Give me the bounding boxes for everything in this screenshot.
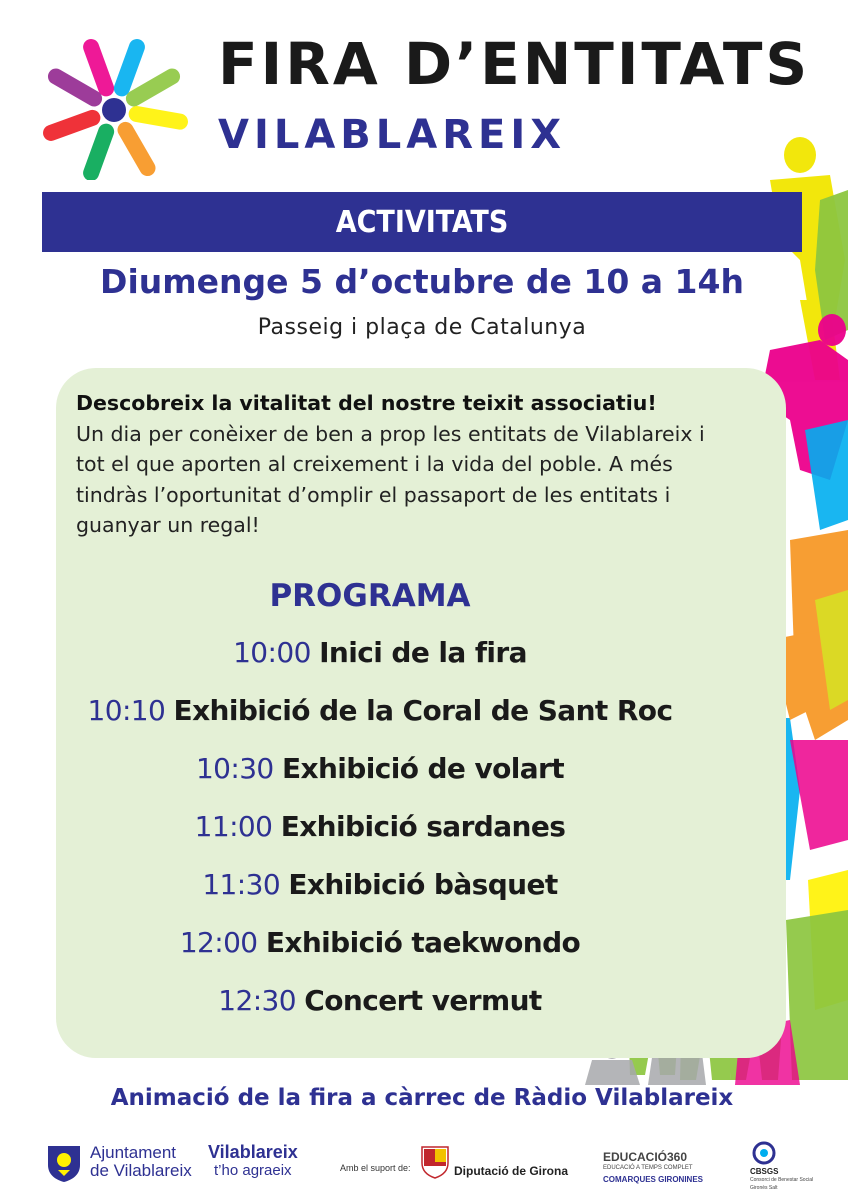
program-time: 12:30 [218, 984, 296, 1017]
program-activity: Exhibició sardanes [280, 810, 566, 843]
program-time: 10:10 [87, 694, 166, 727]
cbsgs-line2: Gironès Salt [750, 1185, 778, 1191]
cbsgs-name: CBSGS [750, 1167, 779, 1176]
program-item [60, 636, 700, 669]
event-date: Diumenge 5 d’octubre de 10 a 14h [100, 262, 744, 301]
program-time: 12:00 [179, 926, 258, 959]
program-activity: Exhibició bàsquet [288, 868, 558, 901]
intro-lead: Descobreix la vitalitat del nostre teixit associatiu! [76, 391, 657, 415]
program-activity: Inici de la fira [319, 636, 527, 669]
ajuntament-shield-icon [44, 1143, 84, 1183]
vilablareix-tagline: t’ho agraeix [214, 1162, 292, 1179]
programa-title: PROGRAMA [269, 578, 471, 614]
ajuntament-line2: de Vilablareix [90, 1161, 192, 1180]
diputacio-label: Diputació de Girona [454, 1164, 569, 1178]
event-title: FIRA D’ENTITATS [218, 30, 811, 98]
event-subtitle: VILABLAREIX [218, 112, 567, 158]
program-item [60, 752, 700, 785]
program-item [60, 810, 700, 843]
fira-logo-icon [34, 30, 194, 180]
program-time: 10:30 [195, 752, 274, 785]
cbsgs-logo-icon [750, 1140, 778, 1166]
program-item [60, 694, 700, 727]
animation-credit: Animació de la fira a càrrec de Ràdio Vilablareix [110, 1085, 734, 1111]
educacio360-line1: EDUCACIÓ A TEMPS COMPLET [603, 1165, 693, 1171]
cbsgs-line1: Consorci de Benestar Social [750, 1177, 814, 1183]
program-item [60, 926, 700, 959]
program-time: 11:30 [202, 868, 281, 901]
ajuntament-line1: Ajuntament [90, 1143, 176, 1162]
banner-label: ACTIVITATS [335, 204, 509, 240]
educacio360-line2: COMARQUES GIRONINES [603, 1175, 704, 1184]
program-activity: Exhibició taekwondo [265, 926, 581, 959]
program-activity: Exhibició de la Coral de Sant Roc [173, 694, 673, 727]
support-label: Amb el suport de: [340, 1163, 411, 1173]
activitats-banner [42, 192, 802, 252]
intro-text [76, 388, 716, 541]
program-activity: Concert vermut [304, 984, 542, 1017]
program-time: 10:00 [233, 636, 311, 669]
intro-body: Un dia per conèixer de ben a prop les entitats de Vilablareix i tot el que aporten al creixement i la vida del poble. A més tindràs l’oportunitat d’omplir el passaport de les entitats i guanyar un regal! [76, 421, 705, 537]
cbsgs-logo-text [750, 1168, 813, 1192]
vilablareix-brand: Vilablareix [208, 1142, 298, 1162]
program-item [60, 868, 700, 901]
program-time: 11:00 [194, 810, 273, 843]
ajuntament-logo-text [90, 1144, 192, 1180]
vilablareix-logo [208, 1142, 318, 1180]
educacio360-logo [603, 1152, 718, 1185]
educacio360-title: EDUCACIÓ360 [603, 1150, 688, 1164]
event-place: Passeig i plaça de Catalunya [257, 315, 587, 340]
diputacio-shield-icon [420, 1145, 450, 1179]
program-item [60, 984, 700, 1017]
program-activity: Exhibició de volart [281, 752, 565, 785]
